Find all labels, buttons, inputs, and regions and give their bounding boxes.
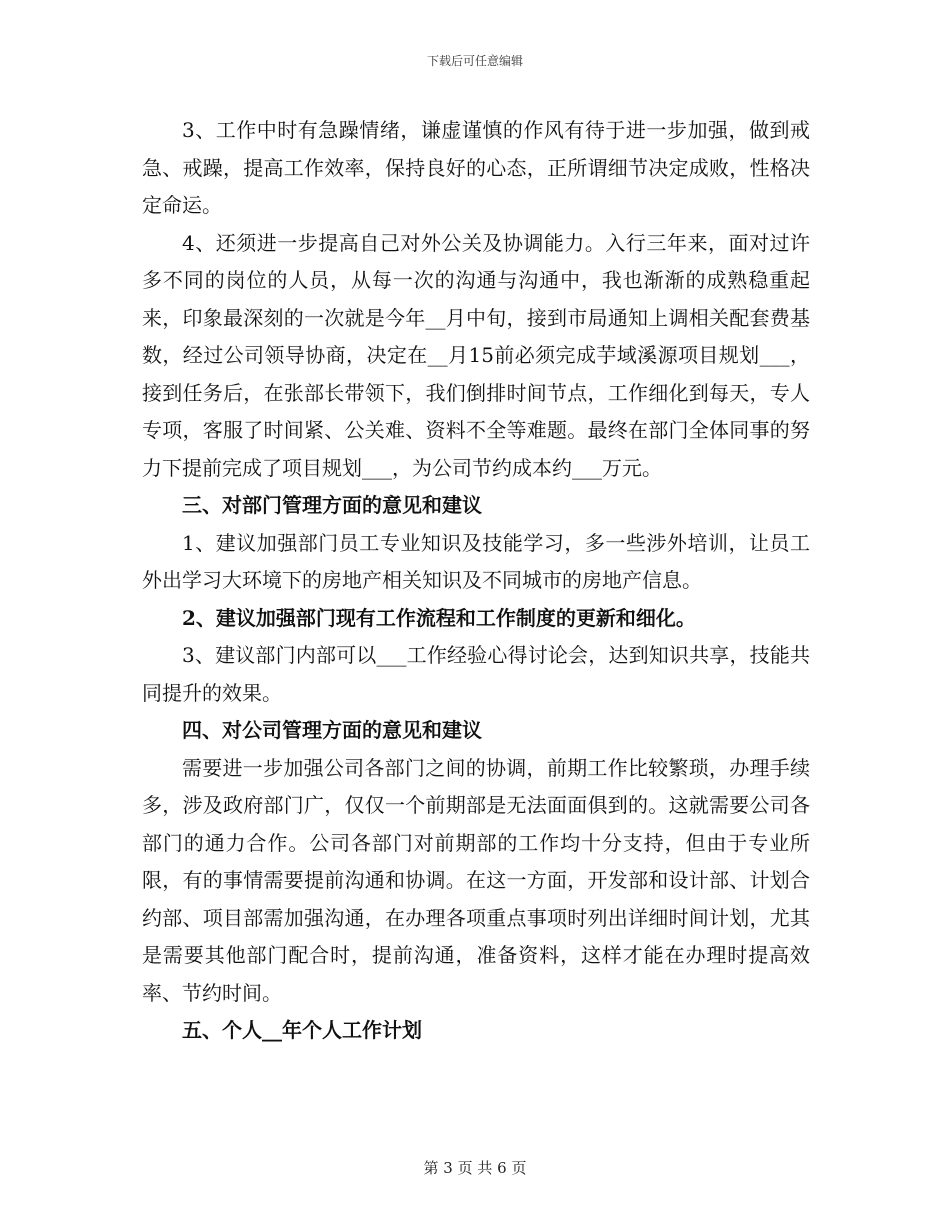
page-footer: 第 3 页 共 6 页 (423, 1159, 527, 1177)
company-management-paragraph: 需要进一步加强公司各部门之间的协调，前期工作比较繁琐，办理手续多，涉及政府部门广，仅仅一个前期部是无法面面俱到的。这就需要公司各部门的通力合作。公司各部门对前期部的工作均十分支持，但由于专业所限，有的事情需要提前沟通和协调。在这一方面，开发部和设计部、计划合约部、项目部需加强沟通，在办理各项重点事项时列出详细时间计划，尤其是需要其他部门配合时，提前沟通，准备资料，这样才能在办理时提高效率、节约时间。 (142, 755, 810, 1005)
document-body (142, 112, 810, 1050)
suggestion-item-3: 3、建议部门内部可以___工作经验心得讨论会，达到知识共享，技能共同提升的效果。 (142, 643, 810, 705)
paragraph-item-4: 4、还须进一步提高自己对外公关及协调能力。入行三年来，面对过许多不同的岗位的人员，从每一次的沟通与沟通中，我也渐渐的成熟稳重起来，印象最深刻的一次就是今年__月中旬，接到市局通知上调相关配套费基数，经过公司领导协商，决定在__月15前必须完成芋域溪源项目规划___，接到任务后，在张部长带领下，我们倒排时间节点，工作细化到每天，专人专项，客服了时间紧、公关难、资料不全等难题。最终在部门全体同事的努力下提前完成了项目规划___，为公司节约成本约___万元。 (142, 230, 810, 480)
suggestion-item-2: 2、建议加强部门现有工作流程和工作制度的更新和细化。 (182, 605, 696, 630)
page-header: 下载后可任意编辑 (426, 54, 523, 68)
suggestion-item-1: 1、建议加强部门员工专业知识及技能学习，多一些涉外培训，让员工外出学习大环境下的房地产相关知识及不同城市的房地产信息。 (142, 530, 810, 592)
section-heading-3: 三、对部门管理方面的意见和建议 (182, 493, 482, 517)
paragraph-item-3: 3、工作中时有急躁情绪，谦虚谨慎的作风有待于进一步加强，做到戒急、戒躁，提高工作效率，保持良好的心态，正所谓细节决定成败，性格决定命运。 (142, 118, 810, 217)
section-heading-4: 四、对公司管理方面的意见和建议 (182, 718, 482, 742)
section-heading-5: 五、个人__年个人工作计划 (182, 1018, 422, 1042)
